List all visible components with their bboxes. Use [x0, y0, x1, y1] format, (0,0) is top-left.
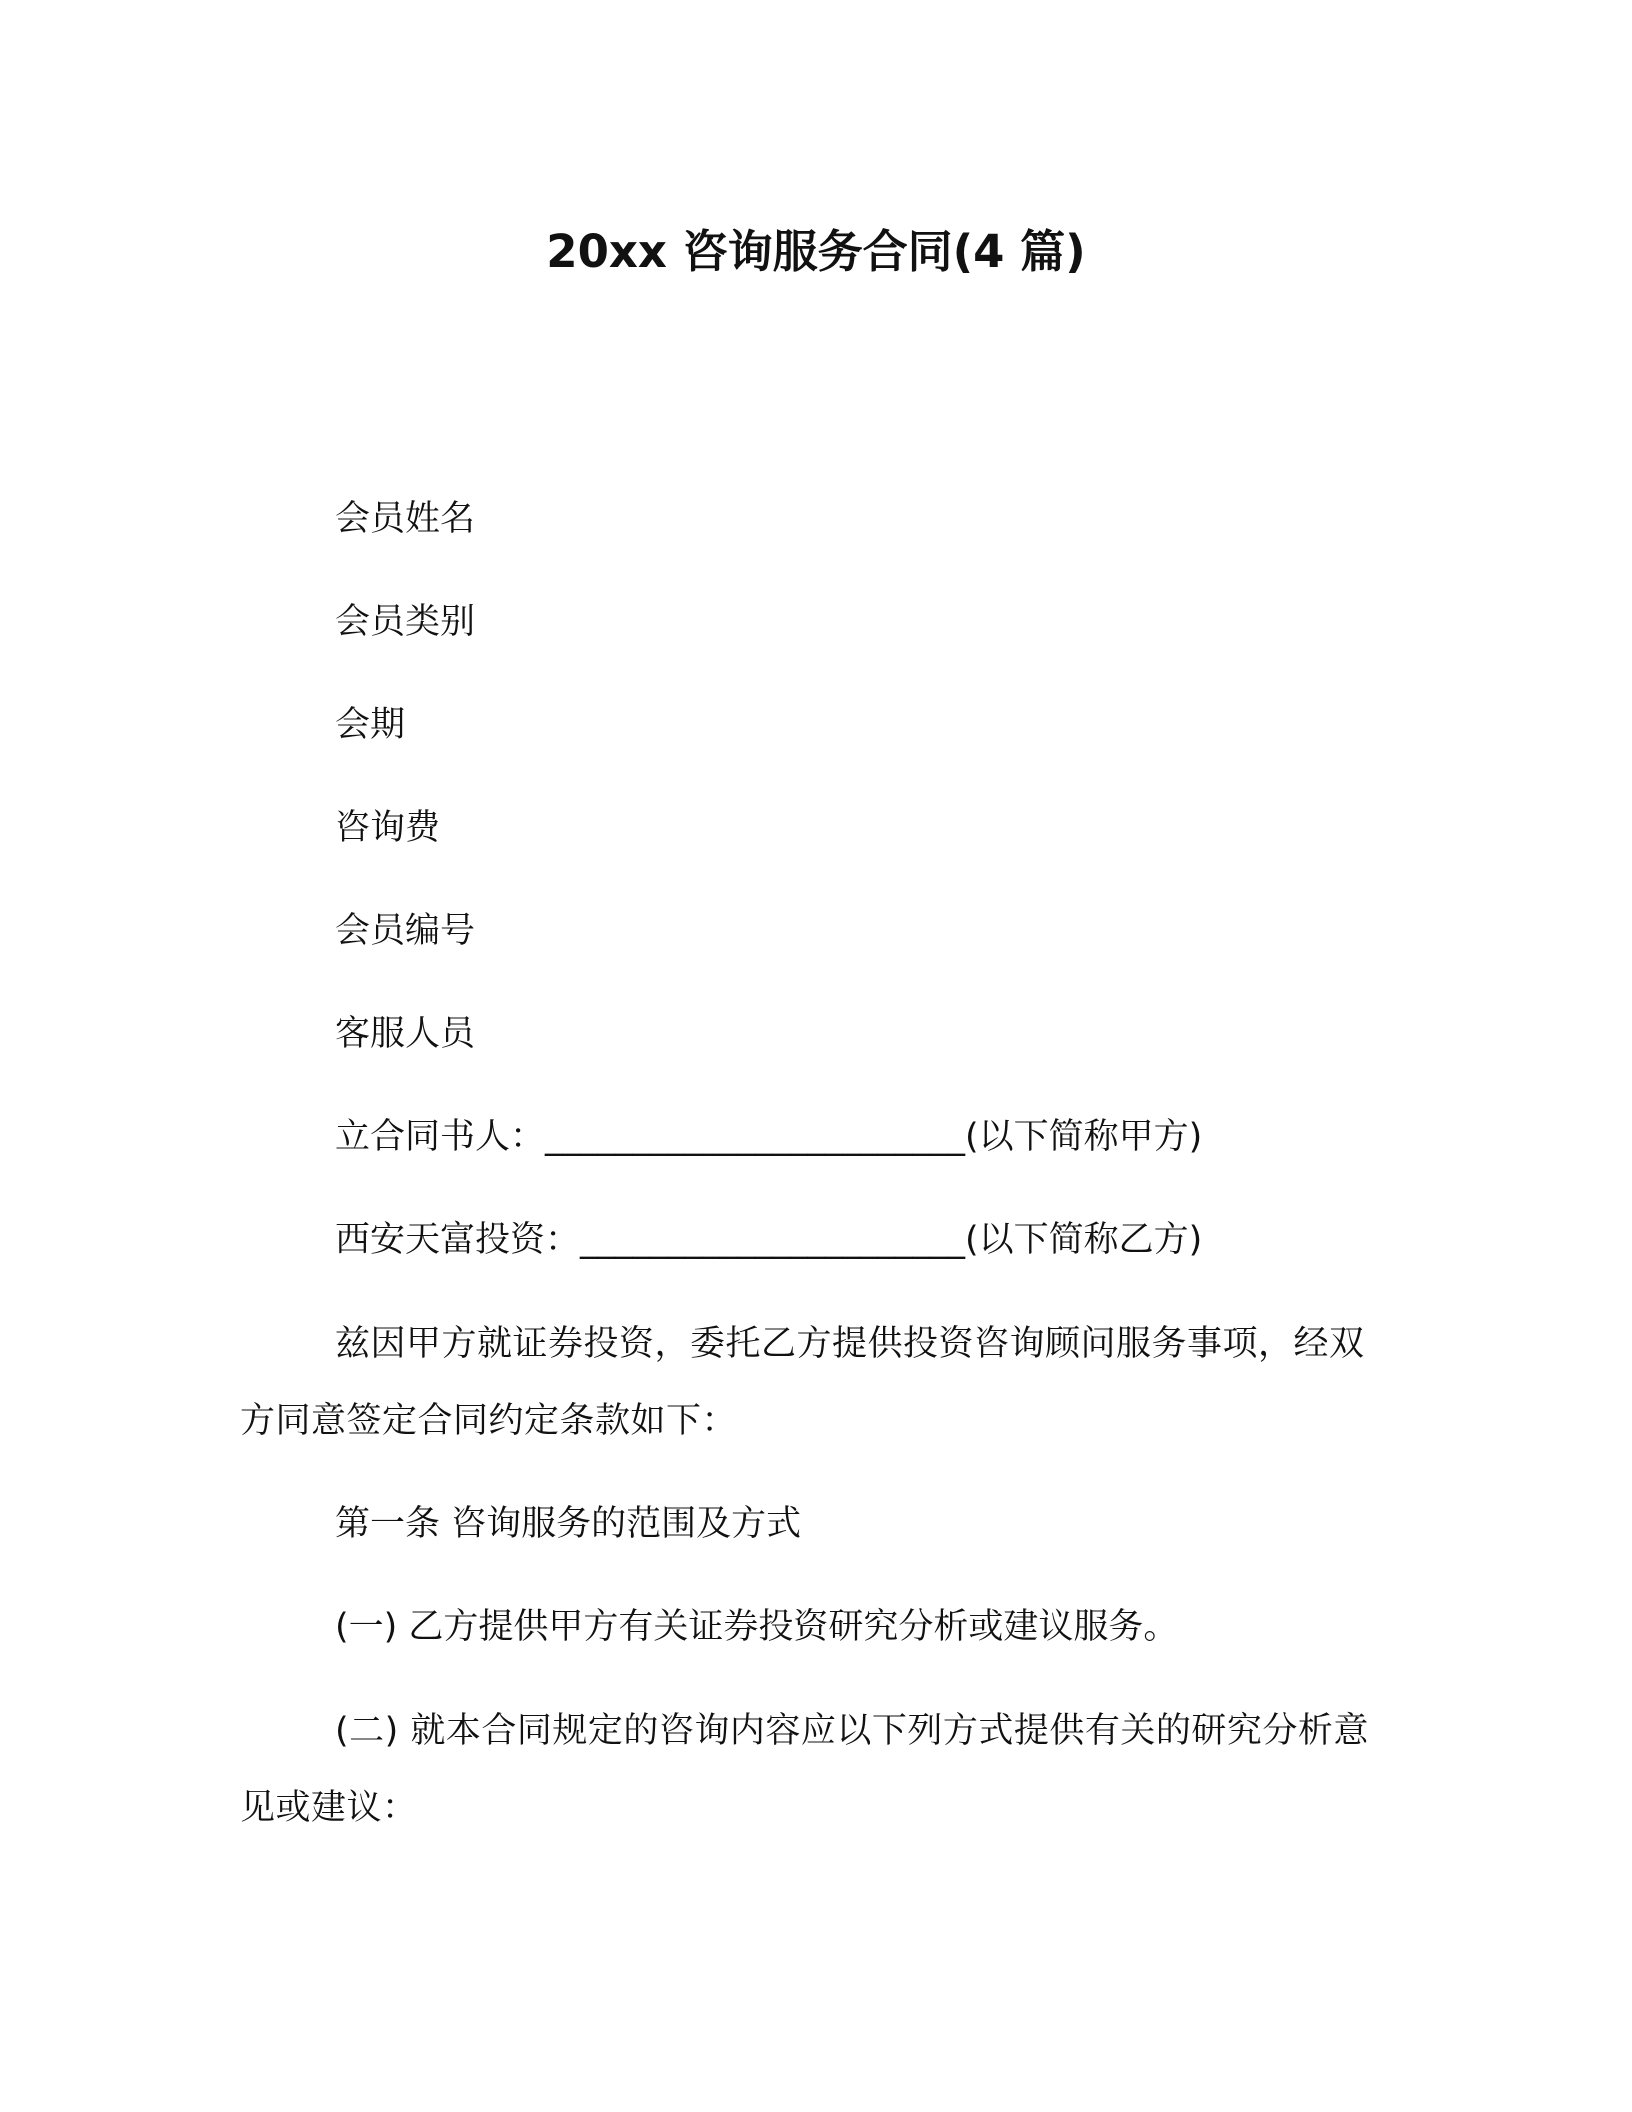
- party-a-line: 立合同书人：________________________(以下简称甲方): [335, 1117, 1203, 1157]
- field-member-category: 会员类别: [335, 602, 476, 642]
- field-term: 会期: [335, 705, 406, 745]
- field-service-staff: 客服人员: [335, 1014, 476, 1054]
- field-member-number: 会员编号: [335, 911, 476, 951]
- article-1-heading: 第一条 咨询服务的范围及方式: [335, 1504, 802, 1544]
- document-title: 20xx 咨询服务合同(4 篇): [546, 225, 1086, 278]
- intro-paragraph: 兹因甲方就证券投资，委托乙方提供投资咨询顾问服务事项，经双方同意签定合同约定条款如下：: [240, 1324, 1365, 1441]
- party-b-line: 西安天富投资：______________________(以下简称乙方): [335, 1220, 1203, 1260]
- clause-1: (一) 乙方提供甲方有关证券投资研究分析或建议服务。: [335, 1607, 1179, 1647]
- clause-2: (二) 就本合同规定的咨询内容应以下列方式提供有关的研究分析意见或建议：: [240, 1711, 1369, 1828]
- field-consulting-fee: 咨询费: [335, 808, 441, 848]
- field-member-name: 会员姓名: [335, 499, 476, 539]
